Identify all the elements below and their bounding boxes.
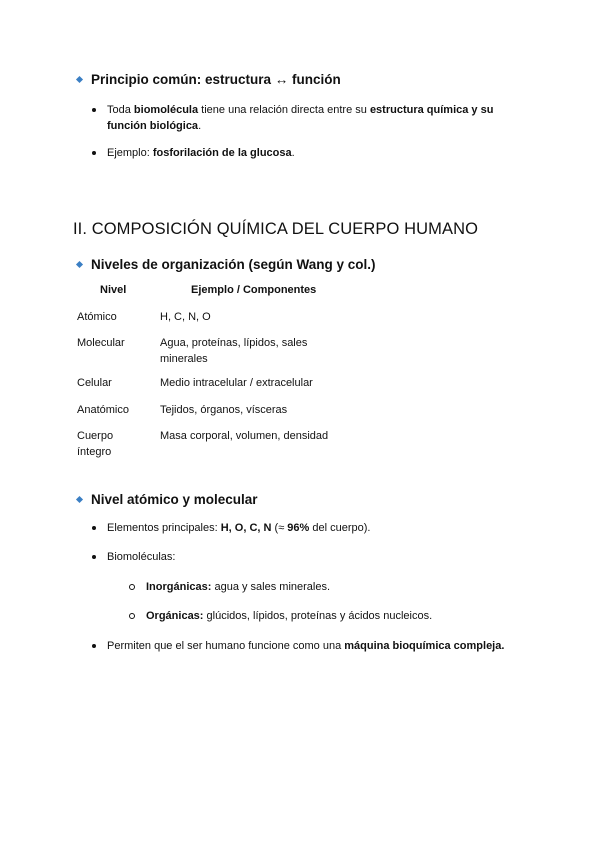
section-heading-text: Nivel atómico y molecular bbox=[91, 492, 258, 507]
section-heading-niveles bbox=[77, 257, 376, 272]
text-run-bold: máquina bioquímica compleja. bbox=[344, 640, 505, 652]
text-run-bold: función biológica bbox=[107, 120, 199, 132]
table-cell-nivel bbox=[77, 428, 113, 460]
bullet-ring-icon bbox=[129, 584, 135, 590]
bullet-ring-icon bbox=[129, 613, 135, 619]
text-run: agua y sales minerales. bbox=[211, 581, 331, 593]
text-run: (≈ bbox=[271, 522, 288, 534]
text-run: . bbox=[291, 147, 295, 159]
section-heading-text: Principio común: estructura ↔ función bbox=[91, 72, 341, 87]
cell-line: Cuerpo bbox=[77, 430, 114, 442]
text-run: Permiten que el ser humano funcione como una bbox=[107, 640, 345, 652]
list-item bbox=[92, 549, 175, 565]
table-cell-ejemplo: Medio intracelular / extracelular bbox=[160, 377, 313, 389]
section-heading-principio bbox=[77, 72, 341, 87]
diamond-bullet-icon bbox=[76, 261, 83, 268]
table-cell-ejemplo: H, C, N, O bbox=[160, 311, 211, 323]
list-item bbox=[92, 102, 522, 134]
list-item bbox=[92, 145, 295, 161]
text-run-bold: H, O, C, N bbox=[220, 522, 272, 534]
bullet-dot-icon bbox=[92, 644, 96, 648]
text-run: . bbox=[198, 120, 202, 132]
text-run: del cuerpo). bbox=[309, 522, 371, 534]
section-heading-nivel-atomico bbox=[77, 492, 258, 507]
text-run-bold: Inorgánicas: bbox=[146, 581, 212, 593]
chapter-title: II. COMPOSICIÓN QUÍMICA DEL CUERPO HUMANO bbox=[73, 220, 479, 238]
section-heading-text: Niveles de organización (según Wang y col.) bbox=[91, 257, 376, 272]
table-cell-ejemplo: Masa corporal, volumen, densidad bbox=[160, 430, 329, 442]
text-run-bold: estructura química y su bbox=[369, 104, 494, 116]
table-cell-ejemplo: Tejidos, órganos, vísceras bbox=[160, 404, 288, 416]
table-header-ejemplo: Ejemplo / Componentes bbox=[191, 284, 317, 296]
diamond-bullet-icon bbox=[76, 496, 83, 503]
list-item bbox=[92, 520, 370, 536]
text-run: tiene una relación directa entre su bbox=[198, 104, 370, 116]
text-run: Ejemplo: bbox=[107, 147, 153, 159]
cell-line: Agua, proteínas, lípidos, sales bbox=[160, 337, 308, 349]
table-cell-nivel: Atómico bbox=[77, 311, 117, 323]
text-run-bold: 96% bbox=[287, 522, 310, 534]
sub-list-item bbox=[129, 579, 330, 595]
sub-list-item bbox=[129, 608, 432, 624]
text-run-bold: biomolécula bbox=[133, 104, 199, 116]
list-item bbox=[92, 638, 504, 654]
table-cell-nivel: Celular bbox=[77, 377, 112, 389]
table-header-nivel: Nivel bbox=[100, 284, 127, 296]
bullet-dot-icon bbox=[92, 555, 96, 559]
table-cell-ejemplo bbox=[160, 335, 307, 367]
diamond-bullet-icon bbox=[76, 76, 83, 83]
bullet-dot-icon bbox=[92, 108, 96, 112]
text-run: Toda bbox=[107, 104, 134, 116]
text-run: Biomoléculas: bbox=[107, 551, 176, 563]
text-run: Elementos principales: bbox=[107, 522, 221, 534]
cell-line: minerales bbox=[160, 353, 208, 365]
text-run-bold: fosforilación de la glucosa bbox=[152, 147, 292, 159]
bullet-dot-icon bbox=[92, 151, 96, 155]
text-run: glúcidos, lípidos, proteínas y ácidos nucleicos. bbox=[203, 610, 433, 622]
table-cell-nivel: Anatómico bbox=[77, 404, 129, 416]
table-cell-nivel: Molecular bbox=[77, 337, 125, 349]
cell-line: íntegro bbox=[77, 446, 112, 458]
bullet-dot-icon bbox=[92, 526, 96, 530]
text-run-bold: Orgánicas: bbox=[146, 610, 204, 622]
